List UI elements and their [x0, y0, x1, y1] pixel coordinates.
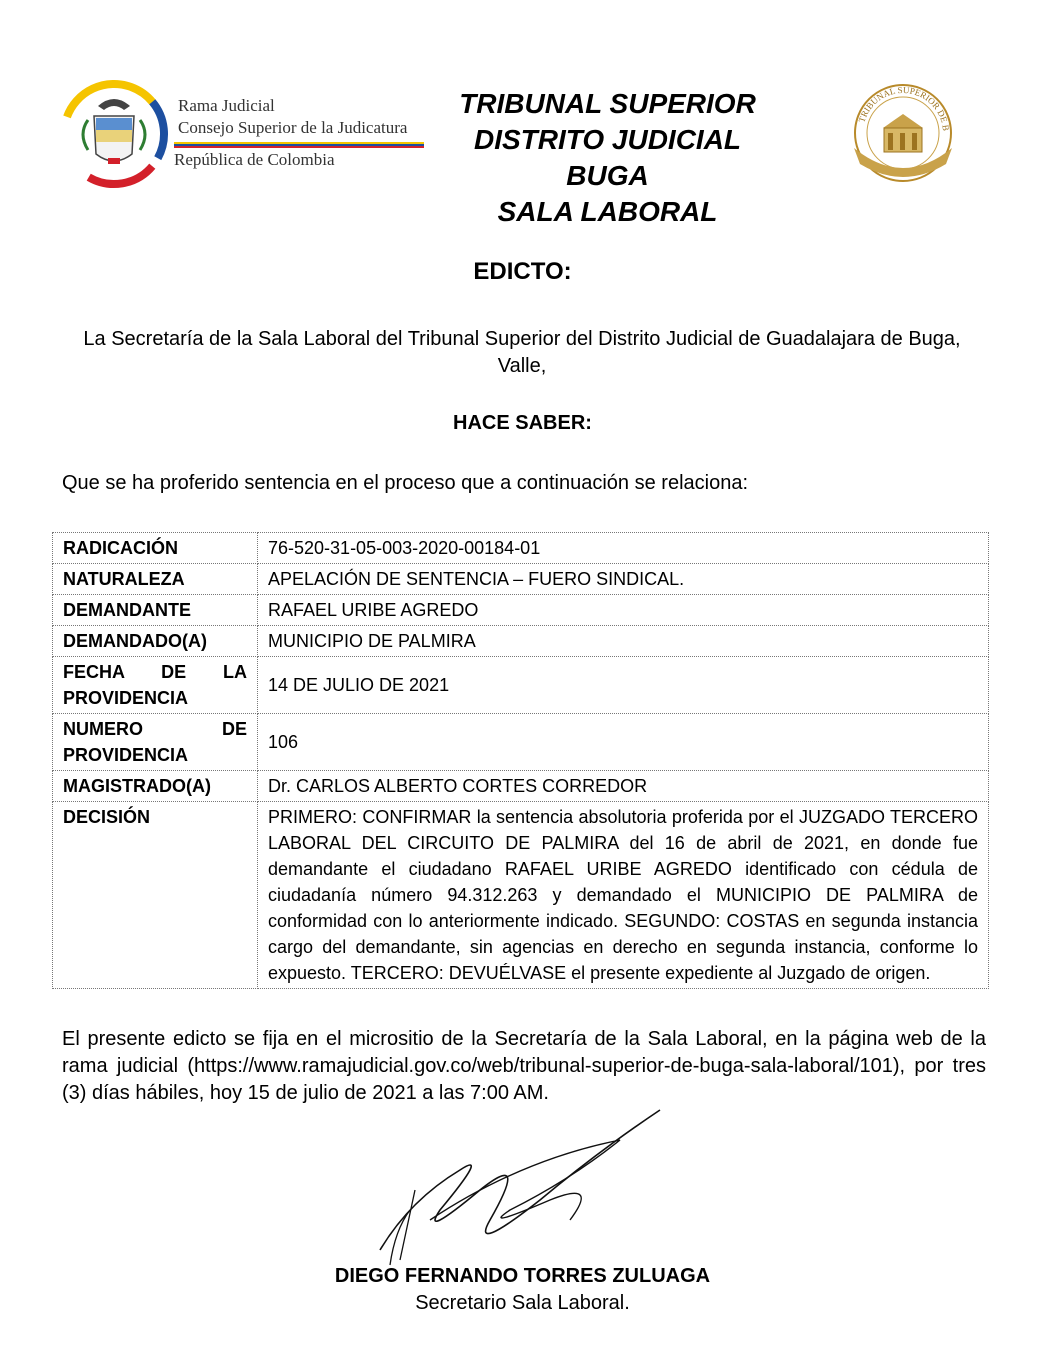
value-radicacion: 76-520-31-05-003-2020-00184-01 [258, 533, 989, 564]
value-demandante: RAFAEL URIBE AGREDO [258, 595, 989, 626]
label-magistrado: MAGISTRADO(A) [53, 771, 258, 802]
value-fecha-providencia: 14 DE JULIO DE 2021 [258, 657, 989, 714]
label-fecha-line-2: PROVIDENCIA [63, 688, 189, 708]
label-radicacion: RADICACIÓN [53, 533, 258, 564]
tribunal-seal-icon [848, 78, 958, 188]
label-fecha-providencia [53, 657, 258, 714]
signer-name: DIEGO FERNANDO TORRES ZULUAGA [334, 1265, 711, 1287]
label-fecha-line-1: FECHA DE LA [63, 662, 247, 682]
label-naturaleza: NATURALEZA [53, 564, 258, 595]
rama-judicial-logo [58, 76, 428, 192]
handwritten-signature [370, 1090, 690, 1280]
label-decision: DECISIÓN [53, 802, 258, 989]
value-decision: PRIMERO: CONFIRMAR la sentencia absolutoria proferida por el JUZGADO TERCERO LABORAL DEL CIRCUITO DE PALMIRA del 16 de abril de 2021, en donde fue demandante el ciudadano RAFAEL URIBE AGREDO identificado con cédula de ciudadanía número 94.312.263 y demandado el MUNICIPIO DE PALMIRA de conformidad con lo anteriormente indicado. SEGUNDO: COSTAS en segunda instancia cargo del demandante, sin agencias en derecho en segunda instancia, conforme lo expuesto. TERCERO: DEVUÉLVASE el presente expediente al Juzgado de origen. [258, 802, 989, 989]
value-numero-providencia: 106 [258, 714, 989, 771]
logo-stripe-red [174, 146, 424, 148]
label-numero-providencia [53, 714, 258, 771]
table-row-radicacion [53, 533, 989, 564]
document-title: EDICTO: [473, 258, 572, 285]
signature-scribble-icon [370, 1090, 690, 1280]
label-numero-line-1: NUMERO DE [63, 719, 247, 739]
label-numero-line-2: PROVIDENCIA [63, 745, 189, 765]
tribunal-title-line-2: DISTRITO JUDICIAL BUGA [473, 124, 742, 191]
logo-text-rama-judicial: Rama Judicial [178, 96, 275, 115]
tribunal-title-line-3: SALA LABORAL [497, 196, 718, 227]
value-magistrado: Dr. CARLOS ALBERTO CORTES CORREDOR [258, 771, 989, 802]
tribunal-title-line-1: TRIBUNAL SUPERIOR [459, 88, 756, 119]
table-row-numero [53, 714, 989, 771]
tribunal-seal [848, 78, 958, 188]
lead-paragraph: Que se ha proferido sentencia en el proceso que a continuación se relaciona: [62, 472, 749, 494]
value-naturaleza: APELACIÓN DE SENTENCIA – FUERO SINDICAL. [258, 564, 989, 595]
table-row-fecha [53, 657, 989, 714]
table-row-magistrado [53, 771, 989, 802]
label-demandante: DEMANDANTE [53, 595, 258, 626]
table-row-naturaleza [53, 564, 989, 595]
logo-text-consejo: Consejo Superior de la Judicatura [178, 118, 408, 137]
hace-saber-heading: HACE SABER: [453, 412, 592, 434]
table-row-demandante [53, 595, 989, 626]
value-demandado: MUNICIPIO DE PALMIRA [258, 626, 989, 657]
tribunal-title [430, 86, 785, 230]
colombia-coat-of-arms-icon [58, 76, 173, 192]
table-row-demandado [53, 626, 989, 657]
label-demandado: DEMANDADO(A) [53, 626, 258, 657]
logo-text-republica: República de Colombia [174, 150, 335, 169]
table-row-decision [53, 802, 989, 989]
closing-paragraph: El presente edicto se fija en el micrositio de la Secretaría de la Sala Laboral, en la página web de la rama judicial (https://www.ramajudicial.gov.co/web/tribunal-superior-de-buga-sala-laboral/101), por tres (3) días hábiles, hoy 15 de julio de 2021 a las 7:00 AM. [62, 1028, 986, 1104]
signer-role: Secretario Sala Laboral. [415, 1292, 630, 1314]
case-details-table [52, 532, 989, 989]
intro-paragraph: La Secretaría de la Sala Laboral del Tribunal Superior del Distrito Judicial de Guadalajara de Buga, Valle, [83, 328, 961, 377]
seal-lettering: TRIBUNAL SUPERIOR DE B [856, 84, 952, 132]
